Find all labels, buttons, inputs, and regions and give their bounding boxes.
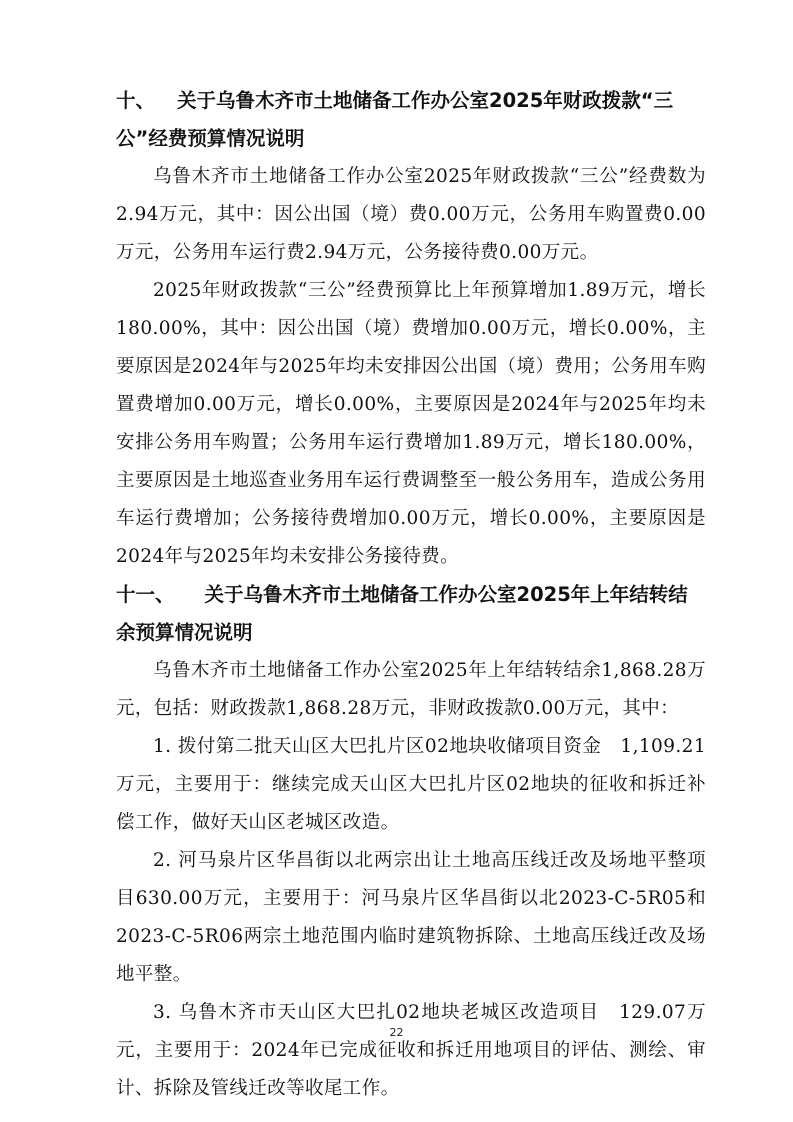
list-item: 1. 拨付第二批天山区大巴扎片区02地块收储项目资金 1,109.21万元，主要用于：继续完成天山区大巴扎片区02地块的征收和拆迁补偿工作，做好天山区老城区改造。 bbox=[116, 736, 706, 833]
paragraph: 乌鲁木齐市土地储备工作办公室2025年财政拨款“三公”经费数为2.94万元，其中：因公出国（境）费0.00万元，公务用车购置费0.00万元，公务用车运行费2.94万元，公务接待费0.00万元。 bbox=[116, 166, 706, 263]
page-content bbox=[116, 82, 706, 1108]
section-heading-11 bbox=[116, 576, 706, 652]
paragraph: 乌鲁木齐市土地储备工作办公室2025年上年结转结余1,868.28万元，包括：财政拨款1,868.28万元，非财政拨款0.00万元，其中： bbox=[116, 660, 706, 719]
list-item: 3. 乌鲁木齐市天山区大巴扎02地块老城区改造项目 129.07万元，主要用于：2024年已完成征收和拆迁用地项目的评估、测绘、审计、拆除及管线迁改等收尾工作。 bbox=[116, 1002, 706, 1099]
paragraph: 2025年财政拨款“三公”经费预算比上年预算增加1.89万元，增长180.00%，其中：因公出国（境）费增加0.00万元，增长0.00%，主要原因是2024年与2025年均未安排因公出国（境）费用；公务用车购置费增加0.00万元，增长0.00%，主要原因是2024年与2025年均未安排公务用车购置；公务用车运行费增加1.89万元，增长180.00%，主要原因是土地巡查业务用车运行费调整至一般公务用车，造成公务用车运行费增加；公务接待费增加0.00万元，增长0.00%，主要原因是2024年与2025年均未安排公务接待费。 bbox=[116, 280, 706, 567]
list-item: 2. 河马泉片区华昌街以北两宗出让土地高压线迁改及场地平整项目630.00万元，主要用于：河马泉片区华昌街以北2023-C-5R05和2023-C-5R06两宗土地范围内临时建筑物拆除、土地高压线迁改及场地平整。 bbox=[116, 850, 706, 985]
section-title: 关于乌鲁木齐市土地储备工作办公室2025年上年结转结余预算情况说明 bbox=[116, 583, 688, 644]
page-number: 22 bbox=[389, 1026, 404, 1039]
section-title: 关于乌鲁木齐市土地储备工作办公室2025年财政拨款“三公”经费预算情况说明 bbox=[116, 89, 674, 150]
section-heading-10 bbox=[116, 82, 706, 158]
section-number: 十一、 bbox=[116, 583, 175, 606]
section-number: 十、 bbox=[116, 89, 156, 112]
